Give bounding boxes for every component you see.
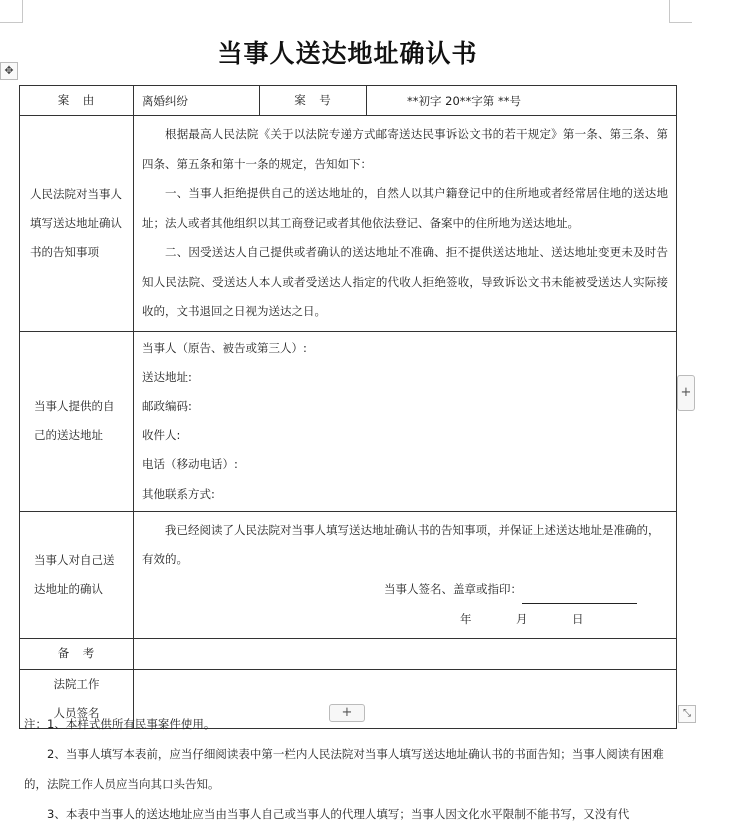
date-year: 年 <box>460 611 472 626</box>
page-corner-mark-left <box>0 0 23 23</box>
case-cause-value[interactable]: 离婚纠纷 <box>134 86 260 116</box>
address-confirmation-table <box>19 85 677 729</box>
remarks-row <box>20 638 677 669</box>
case-cause-label: 案 由 <box>20 86 134 116</box>
date-row[interactable] <box>460 604 668 634</box>
notice-row <box>20 116 677 332</box>
notice-paragraph: 根据最高人民法院《关于以法院专递方式邮寄送达民事诉讼文书的若干规定》第一条、第三条、第四条、第五条和第十一条的规定，告知如下： <box>142 127 668 171</box>
signature-label: 当事人签名、盖章或指印： <box>384 581 522 596</box>
signature-line[interactable] <box>522 589 637 604</box>
postal-code-field[interactable]: 邮政编码: <box>142 398 192 413</box>
document-title: 当事人送达地址确认书 <box>217 39 478 68</box>
footnote-item: 2、当事人填写本表前，应当仔细阅读表中第一栏内人民法院对当事人填写送达地址确认书的书面告知；当事人阅读有困难的，法院工作人员应当向其口头告知。 <box>24 747 664 791</box>
notice-paragraph: 一、当事人拒绝提供自己的送达地址的，自然人以其户籍登记中的住所地或者经常居住地的送达地址；法人或者其他组织以其工商登记或者其他依法登记、备案中的住所地为送达地址。 <box>142 186 668 230</box>
address-label: 当事人提供的自己的送达地址 <box>20 331 134 511</box>
notice-content <box>134 116 677 332</box>
confirmation-label: 当事人对自己送达地址的确认 <box>20 511 134 638</box>
recipient-field[interactable]: 收件人: <box>142 428 181 443</box>
remarks-label: 备 考 <box>20 638 134 669</box>
confirmation-row <box>20 511 677 638</box>
add-row-plus-icon[interactable]: + <box>329 704 365 722</box>
case-number-value[interactable]: **初字 20**字第 **号 <box>367 86 677 116</box>
confirmation-statement: 我已经阅读了人民法院对当事人填写送达地址确认书的告知事项，并保证上述送达地址是准确的，有效的。 <box>142 522 660 566</box>
table-resize-icon[interactable]: ⤡ <box>678 705 696 723</box>
court-staff-label-line: 人员签名 <box>53 705 100 720</box>
table-move-icon[interactable]: ✥ <box>0 62 18 80</box>
date-day: 日 <box>572 611 584 626</box>
notice-label: 人民法院对当事人填写送达地址确认书的告知事项 <box>20 116 134 332</box>
confirmation-content <box>134 511 677 638</box>
party-role-field[interactable]: 当事人（原告、被告或第三人）: <box>142 340 307 355</box>
case-info-row <box>20 86 677 116</box>
notice-paragraph: 二、因受送达人自己提供或者确认的送达地址不准确、拒不提供送达地址、送达地址变更未及时告知人民法院、受送达人本人或者受送达人指定的代收人拒绝签收，导致诉讼文书未能被受送达人实际接收的，文书退回之日视为送达之日。 <box>142 245 668 318</box>
footnote-item: 注：1、本样式供所有民事案件使用。 <box>24 717 216 731</box>
case-number-label: 案 号 <box>260 86 367 116</box>
add-column-plus-icon[interactable]: + <box>677 375 695 411</box>
address-fields[interactable] <box>134 331 677 511</box>
date-month: 月 <box>516 611 528 626</box>
address-row <box>20 331 677 511</box>
court-staff-label-line: 法院工作 <box>53 676 100 691</box>
footnote-item: 3、本表中当事人的送达地址应当由当事人自己或当事人的代理人填写；当事人因文化水平限制不能书写，又没有代 <box>47 807 630 821</box>
delivery-address-field[interactable]: 送达地址: <box>142 369 192 384</box>
phone-field[interactable]: 电话（移动电话）: <box>142 457 238 472</box>
page-corner-mark-right <box>669 0 692 23</box>
signature-row <box>384 574 668 604</box>
footnotes <box>24 709 674 829</box>
other-contact-field[interactable]: 其他联系方式: <box>142 486 215 501</box>
remarks-value[interactable] <box>134 638 677 669</box>
